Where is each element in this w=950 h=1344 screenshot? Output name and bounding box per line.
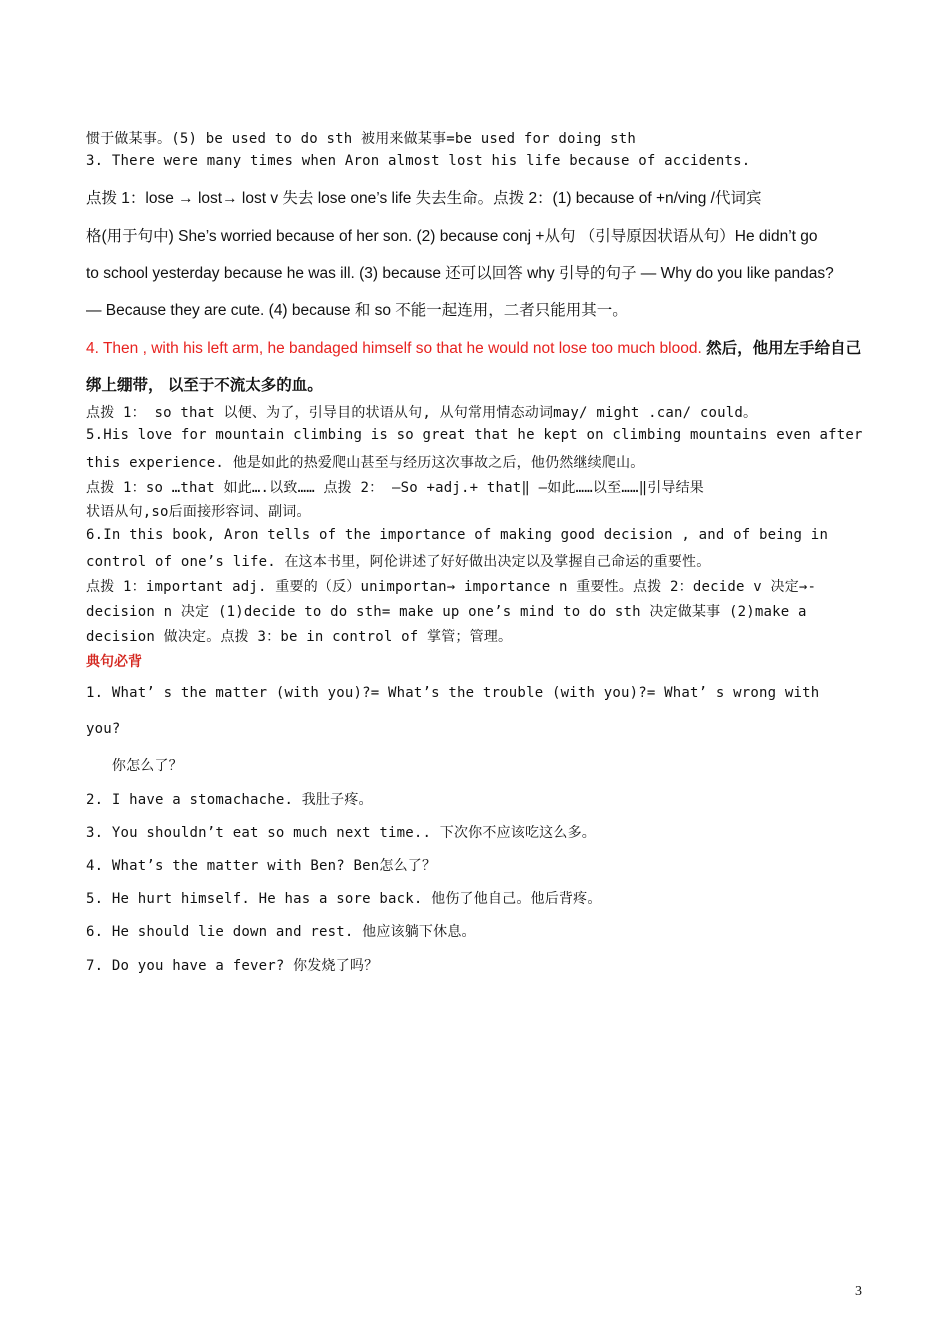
sentence-item: 2. I have a stomachache. 我肚子疼。 (86, 792, 373, 808)
example-sentence-english: 4. Then , with his left arm, he bandaged himself so that he would not lose too much blood. (86, 340, 702, 357)
sentence-item: 7. Do you have a fever? 你发烧了吗？ (86, 958, 379, 974)
text-line: 6.In this book, Aron tells of the importance of making good decision , and of being in (86, 527, 829, 543)
sentence-item: 6. He should lie down and rest. 他应该躺下休息。 (86, 924, 476, 940)
text-line: 格(用于句中) She’s worried because of her son. (2) because conj +从句 （引导原因状语从句）He didn’t go (86, 228, 818, 245)
sentence-item: 你怎么了？ (86, 758, 183, 774)
text-line: 状语从句,so后面接形容词、副词。 (86, 504, 311, 520)
text-line: — Because they are cute. (4) because 和 so 不能一起连用，二者只能用其一。 (86, 302, 628, 319)
text-line: 惯于做某事。(5) be used to do sth 被用来做某事=be used for doing sth (86, 131, 637, 147)
sentence-item: you? (86, 721, 121, 737)
text-line: decision n 决定 (1)decide to do sth= make up one’s mind to do sth 决定做某事 (2)make a (86, 604, 807, 620)
text-line: 5.His love for mountain climbing is so great that he kept on climbing mountains even after (86, 427, 863, 443)
sentence-item: 4. What’s the matter with Ben? Ben怎么了？ (86, 858, 437, 874)
text-line: 点拨 1：important adj. 重要的（反）unimportan→ importance n 重要性。点拨 2：decide v 决定→- (86, 579, 817, 595)
sentence-item: 3. You shouldn’t eat so much next time.. 下次你不应该吃这么多。 (86, 825, 596, 841)
text-line: to school yesterday because he was ill. (3) because 还可以回答 why 引导的句子 — Why do you like pandas? (86, 265, 834, 282)
example-sentence-translation: 然后，他用左手给自己 (706, 340, 862, 357)
text-line: 点拨 1：lose → lost→ lost v 失去 lose one’s life 失去生命。点拨 2：(1) because of +n/ving /代词宾 (86, 190, 762, 207)
text-line: 点拨 1： so that 以便、为了，引导目的状语从句, 从句常用情态动词may/ might .can/ could。 (86, 405, 758, 421)
sentence-item: 1. What’ s the matter (with you)?= What’s the trouble (with you)?= What’ s wrong with (86, 685, 820, 701)
text-line: 3. There were many times when Aron almost lost his life because of accidents. (86, 153, 751, 169)
text-line: 绑上绷带， 以至于不流太多的血。 (86, 377, 323, 394)
text-line: this experience. 他是如此的热爱爬山甚至与经历这次事故之后，他仍然继续爬山。 (86, 455, 645, 471)
text-line: decision 做决定。点拨 3：be in control of 掌管；管理。 (86, 629, 513, 645)
section-heading: 典句必背 (86, 654, 142, 670)
page-number: 3 (855, 1284, 862, 1299)
example-sentence (86, 336, 861, 358)
text-line: 点拨 1：so …that 如此….以致…… 点拨 2： —So +adj.+ that‖ —如此……以至……‖引导结果 (86, 480, 705, 496)
sentence-item: 5. He hurt himself. He has a sore back. 他伤了他自己。他后背疼。 (86, 891, 602, 907)
text-line: control of one’s life. 在这本书里，阿伦讲述了好好做出决定以及掌握自己命运的重要性。 (86, 554, 711, 570)
